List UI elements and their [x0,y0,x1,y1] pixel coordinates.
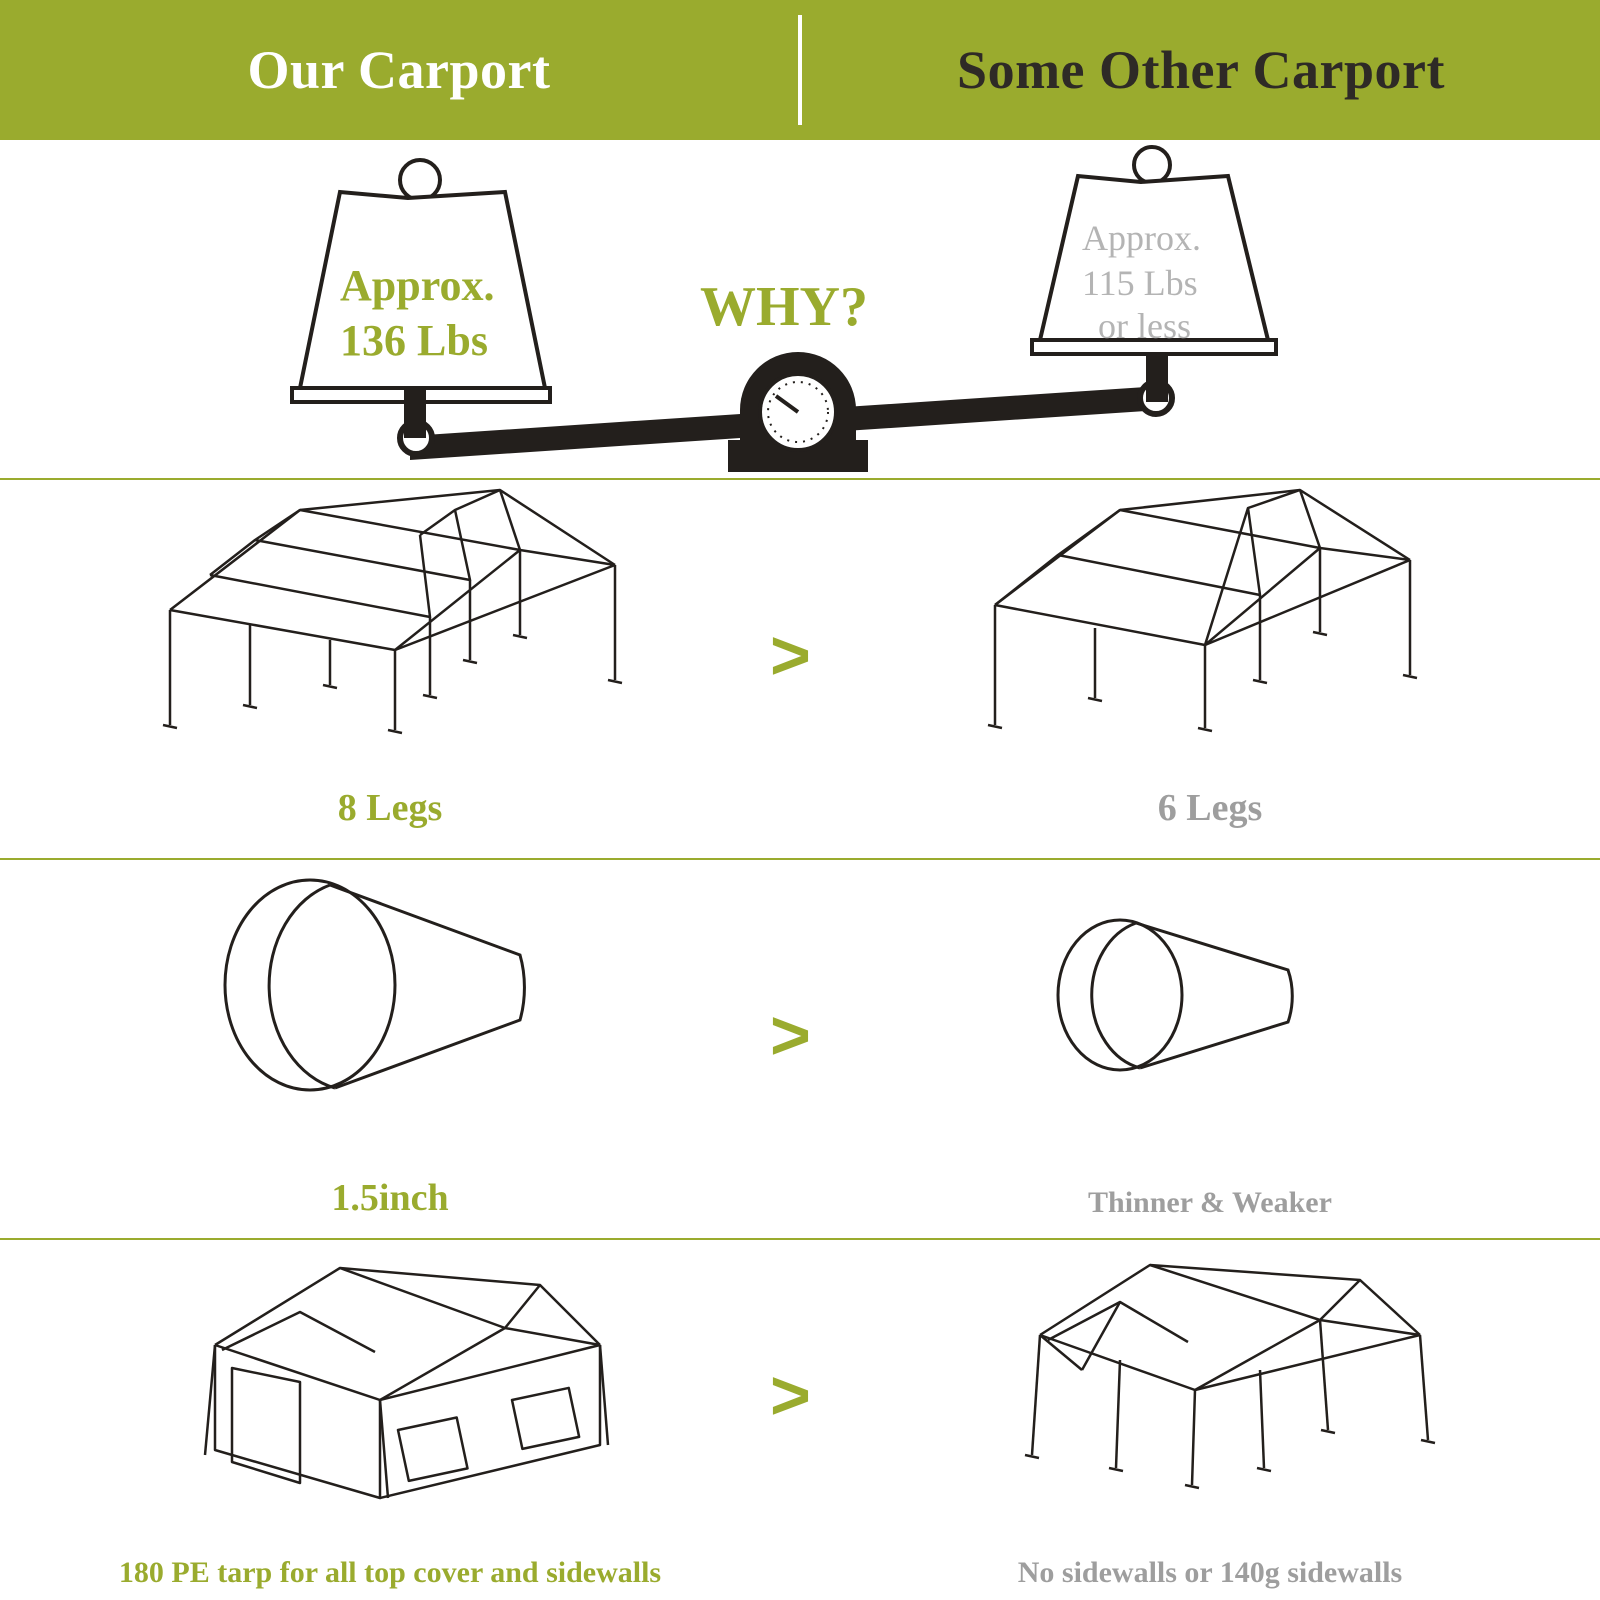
tarp-right-cell [820,1240,1600,1600]
open-carport-illustration [820,1240,1600,1510]
scale-gauge [728,352,868,472]
tarp-comparator: > [770,1356,811,1434]
legs-comparator-cell [770,480,820,858]
row-tarp-comparison [0,1240,1600,1600]
tube-left-caption: 1.5inch [331,1177,449,1219]
tube-right-caption: Thinner & Weaker [1088,1186,1332,1219]
row-weight-comparison [0,140,1600,480]
balance-scale-illustration [0,140,1600,480]
legs-right-cell [820,480,1600,858]
header-right-cell [802,0,1600,140]
legs-left-cell [0,480,780,858]
tube-comparator-cell [770,860,820,1238]
header-bar [0,0,1600,140]
why-label: WHY? [700,276,868,338]
legs-right-caption: 6 Legs [1157,787,1263,829]
header-left-title: Our Carport [247,40,551,100]
tube-comparator: > [770,996,811,1074]
thick-tube-illustration [0,860,780,1140]
carport-frame-8legs-illustration [0,480,780,780]
row-tube-comparison [0,860,1600,1240]
right-weight-line1: Approx. [1082,218,1201,258]
legs-comparator: > [770,616,811,694]
tarp-comparator-cell [770,1240,820,1600]
row-legs-comparison [0,480,1600,860]
left-weight-line1: Approx. [340,261,495,310]
thin-tube-illustration [820,860,1600,1140]
tarp-left-caption: 180 PE tarp for all top cover and sidewalls [118,1556,662,1589]
tarp-right-caption: No sidewalls or 140g sidewalls [1017,1556,1403,1589]
header-right-title: Some Other Carport [957,40,1445,100]
enclosed-carport-illustration [0,1240,780,1510]
tarp-left-cell [0,1240,780,1600]
tube-left-cell [0,860,780,1238]
right-weight-line3: or less [1098,306,1191,346]
legs-left-caption: 8 Legs [337,787,443,829]
tube-right-cell [820,860,1600,1238]
right-weight-line2: 115 Lbs [1082,263,1198,303]
left-weight-line2: 136 Lbs [340,316,488,365]
carport-frame-6legs-illustration [820,480,1600,780]
header-left-cell [0,0,798,140]
